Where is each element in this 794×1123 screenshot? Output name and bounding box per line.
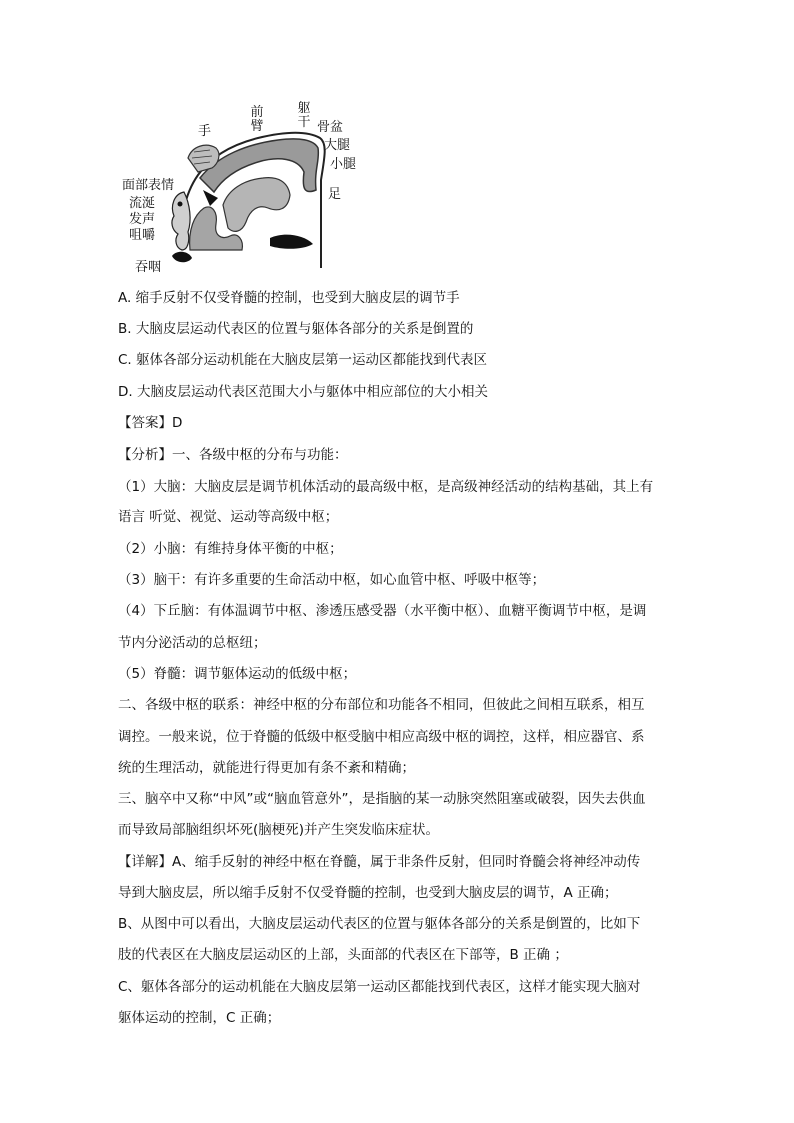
analysis-line: 节内分泌活动的总枢纽； <box>118 635 267 651</box>
label-face: 面部表情 <box>122 178 175 193</box>
analysis-line: 调控。一般来说，位于脊髓的低级中枢受脑中相应高级中枢的调控，这样，相应器官、系 <box>118 729 645 745</box>
detail-line: 导到大脑皮层，所以缩手反射不仅受脊髓的控制，也受到大脑皮层的调节，A 正确； <box>118 885 618 901</box>
detail-line: 肢的代表区在大脑皮层运动区的上部，头面部的代表区在下部等，B 正确 ； <box>118 947 568 963</box>
label-forearm: 前臂 <box>250 105 264 134</box>
answer-line: 【答案】D <box>118 415 183 431</box>
detail-line: B、从图中可以看出，大脑皮层运动代表区的位置与躯体各部分的关系是倒置的，比如下 <box>118 916 641 932</box>
ventricle-upper <box>203 190 218 206</box>
detail-line: 【详解】A、缩手反射的神经中枢在脊髓，属于非条件反射，但同时脊髓会将神经冲动传 <box>118 854 641 870</box>
label-chew: 咀嚼 <box>129 228 156 243</box>
detail-line: C、躯体各部分的运动机能在大脑皮层第一运动区都能找到代表区，这样才能实现大脑对 <box>118 979 641 995</box>
label-pelvis: 骨盆 <box>317 120 344 135</box>
analysis-line: （4）下丘脑：有体温调节中枢、渗透压感受器（水平衡中枢）、血糖平衡调节中枢，是调 <box>118 603 647 619</box>
option-d: D. 大脑皮层运动代表区范围大小与躯体中相应部位的大小相关 <box>118 384 488 400</box>
white-matter-fold <box>223 178 290 232</box>
option-a: A. 缩手反射不仅受脊髓的控制，也受到大脑皮层的调节手 <box>118 290 460 306</box>
label-hand: 手 <box>198 124 212 139</box>
motor-cortex-figure <box>118 100 368 280</box>
label-trunk: 躯干 <box>297 101 311 130</box>
option-c: C. 躯体各部分运动机能在大脑皮层第一运动区都能找到代表区 <box>118 352 488 368</box>
face-shape <box>172 192 190 250</box>
analysis-line: 而导致局部脑组织坏死(脑梗死)并产生突发临床症状。 <box>118 822 440 838</box>
label-voice: 发声 <box>129 212 156 227</box>
tongue-shape <box>172 252 192 263</box>
detail-line: 躯体运动的控制，C 正确； <box>118 1010 281 1026</box>
label-shank: 小腿 <box>330 157 357 172</box>
analysis-line: 【分析】一、各级中枢的分布与功能： <box>118 447 348 463</box>
analysis-line: 统的生理活动，就能进行得更加有条不紊和精确； <box>118 760 415 776</box>
label-drool: 流涎 <box>129 196 156 211</box>
analysis-line: 三、脑卒中又称“中风”或“脑血管意外”，是指脑的某一动脉突然阻塞或破裂，因失去供血 <box>118 791 646 807</box>
label-swallow: 吞咽 <box>135 260 162 275</box>
analysis-line: （2）小脑：有维持身体平衡的中枢； <box>118 541 343 557</box>
analysis-line: 语言 听觉、视觉、运动等高级中枢； <box>118 509 339 525</box>
analysis-line: （3）脑干：有许多重要的生命活动中枢，如心血管中枢、呼吸中枢等； <box>118 572 546 588</box>
analysis-line: （5）脊髓：调节躯体运动的低级中枢； <box>118 666 357 682</box>
analysis-line: （1）大脑：大脑皮层是调节机体活动的最高级中枢，是高级神经活动的结构基础，其上有 <box>118 479 654 495</box>
ventricle-lower <box>270 235 313 249</box>
option-b: B. 大脑皮层运动代表区的位置与躯体各部分的关系是倒置的 <box>118 321 474 337</box>
label-thigh: 大腿 <box>324 138 351 153</box>
analysis-line: 二、各级中枢的联系：神经中枢的分布部位和功能各不相同，但彼此之间相互联系，相互 <box>118 697 645 713</box>
label-foot: 足 <box>328 187 342 202</box>
